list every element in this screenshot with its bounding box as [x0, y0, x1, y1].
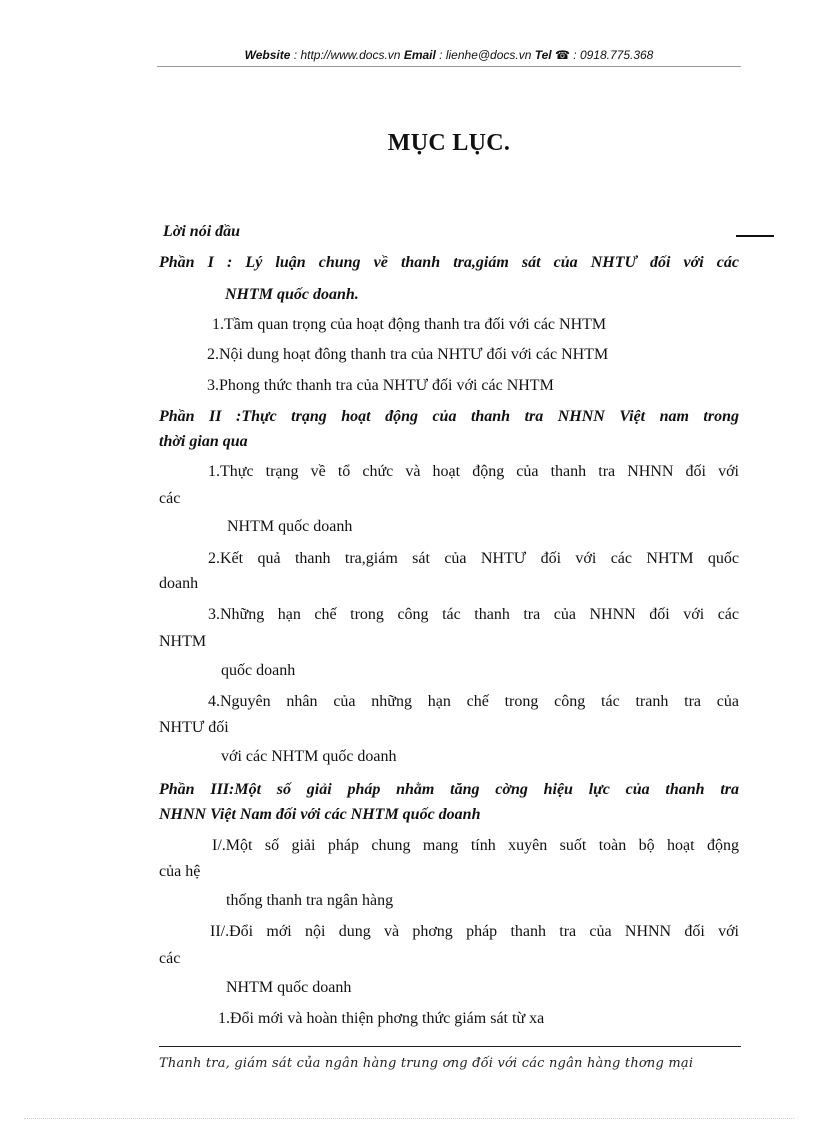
- footer-rule: [159, 1046, 741, 1047]
- toc-part2-item3-cont: quốc doanh: [221, 662, 296, 679]
- toc-part2-title: Phần II :Thực trạng hoạt động của thanh tra NHNN Việt nam trong: [159, 408, 739, 425]
- toc-part2-item2: 2.Kết quả thanh tra,giám sát của NHTƯ đối với các NHTM quốc: [208, 550, 739, 567]
- page-bottom-dots: [24, 1118, 794, 1119]
- toc-part2-item4-wrap: NHTƯ đối: [159, 719, 229, 736]
- toc-part3-item1: I/.Một số giải pháp chung mang tính xuyên suốt toàn bộ hoạt động: [212, 837, 739, 854]
- toc-part2-item3: 3.Những hạn chế trong công tác thanh tra của NHNN đối với các: [208, 606, 739, 623]
- website-value: : http://www.docs.vn: [290, 48, 404, 62]
- toc-part3-item1-wrap: của hệ: [159, 863, 201, 880]
- tel-label: Tel: [534, 48, 552, 62]
- toc-part2-item1-wrap: các: [159, 490, 181, 507]
- page-header: [157, 47, 741, 67]
- toc-part2-item3-wrap: NHTM: [159, 633, 207, 650]
- toc-part3-item3: 1.Đổi mới và hoàn thiện phơng thức giám sát từ xa: [218, 1010, 545, 1027]
- toc-part1-item2: 2.Nội dung hoạt đông thanh tra của NHTƯ đối với các NHTM: [207, 346, 609, 363]
- toc-part3-item2: II/.Đổi mới nội dung và phơng pháp thanh tra của NHNN đối với: [210, 923, 739, 940]
- tel-value: ☎ : 0918.775.368: [551, 48, 654, 62]
- toc-part1-title: Phần I : Lý luận chung về thanh tra,giám sát của NHTƯ đối với các: [159, 254, 739, 271]
- toc-part3-item2-cont: NHTM quốc doanh: [226, 979, 352, 996]
- toc-part3-title-cont: NHNN Việt Nam đối với các NHTM quốc doanh: [159, 806, 481, 823]
- page-title: MỤC LỤC.: [387, 130, 511, 156]
- email-value: : lienhe@docs.vn: [435, 48, 535, 62]
- page-footer: Thanh tra, giám sát của ngân hàng trung ơng đối với các ngân hàng thơng mại: [159, 1056, 694, 1071]
- toc-part1-title-cont: NHTM quốc doanh.: [225, 286, 359, 303]
- toc-part2-item4: 4.Nguyên nhân của những hạn chế trong công tác tranh tra của: [208, 693, 739, 710]
- email-label: Email: [403, 48, 436, 62]
- toc-part2-item1: 1.Thực trạng về tổ chức và hoạt động của thanh tra NHNN đối với: [208, 463, 739, 480]
- toc-part3-item1-cont: thống thanh tra ngân hàng: [226, 892, 394, 909]
- toc-part2-item1-cont: NHTM quốc doanh: [227, 518, 353, 535]
- toc-part3-title: Phần III:Một số giải pháp nhằm tăng cờng hiệu lực của thanh tra: [159, 781, 739, 798]
- toc-part1-item1: 1.Tầm quan trọng của hoạt động thanh tra đối với các NHTM: [212, 316, 607, 333]
- toc-part2-item2-wrap: doanh: [159, 575, 199, 592]
- website-label: Website: [244, 48, 291, 62]
- toc-part2-item4-cont: với các NHTM quốc doanh: [221, 748, 397, 765]
- toc-part2-title-cont: thời gian qua: [159, 433, 248, 450]
- toc-part1-item3: 3.Phong thức thanh tra của NHTƯ đối với các NHTM: [207, 377, 554, 394]
- page-number-blank: [736, 235, 774, 237]
- toc-intro: Lời nói đầu: [163, 223, 241, 240]
- toc-part3-item2-wrap: các: [159, 950, 181, 967]
